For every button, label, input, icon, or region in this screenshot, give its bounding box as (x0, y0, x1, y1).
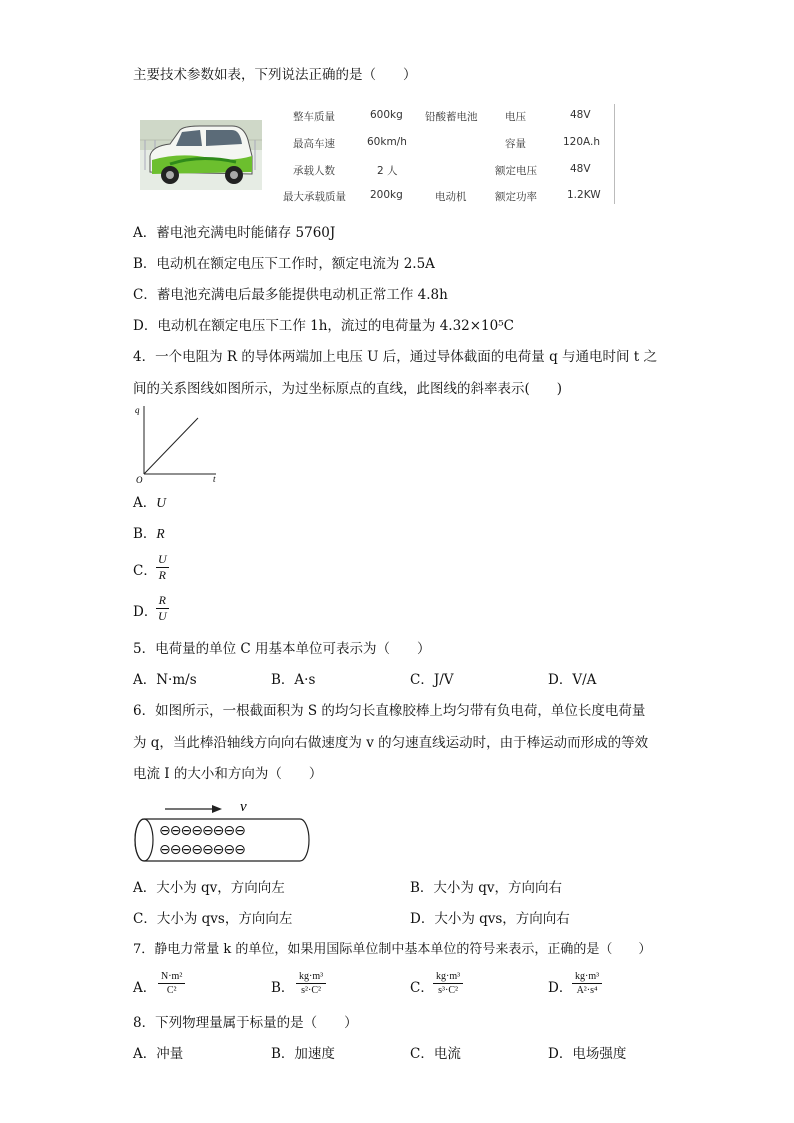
negative-charge-icon: ⊖ (169, 823, 181, 839)
q7-option-c-label: C． (410, 980, 434, 996)
q7-option-c-fraction: $\frac{\text{kg·m³}}{\text{s³·C²}}$ (433, 970, 463, 997)
q7-option-d-label: D． (548, 980, 573, 996)
negative-charge-icon: ⊖ (223, 842, 235, 858)
spec-cell: 600kg (370, 109, 403, 121)
negative-charge-icon: ⊖ (191, 842, 202, 858)
axis-t-label: t (213, 474, 216, 484)
q5-option-c: C．J/V (410, 672, 454, 688)
q8-option-d: D．电场强度 (548, 1046, 627, 1062)
q7-option-d-fraction: $\frac{\text{kg·m³}}{\text{A²·s⁴}}$ (572, 970, 602, 997)
spec-cell: 最大承载质量 (283, 191, 346, 203)
charge-row-top (159, 823, 245, 839)
q7-option-a-label: A． (133, 980, 157, 996)
q6-option-d: D．大小为 qvs，方向向右 (410, 911, 570, 927)
spec-cell: 电动机 (435, 191, 467, 203)
table-border (614, 104, 615, 204)
negative-charge-icon: ⊖ (212, 842, 224, 858)
q4-option-b: B．R (133, 526, 165, 542)
spec-cell: 200kg (370, 189, 403, 201)
axis-q-label: q (135, 405, 140, 415)
negative-charge-icon: ⊖ (180, 842, 192, 858)
q7-option-b-fraction: $\frac{\text{kg·m³}}{\text{s²·C²}}$ (296, 970, 326, 997)
q6-option-c: C．大小为 qvs，方向向左 (133, 911, 293, 927)
q6-option-a: A．大小为 qv，方向向左 (133, 880, 285, 896)
spec-cell: 120A.h (563, 136, 601, 148)
negative-charge-icon: ⊖ (212, 823, 224, 839)
origin-label: O (136, 475, 143, 484)
q5-stem: 5．电荷量的单位 C 用基本单位可表示为（ ） (133, 641, 431, 657)
q8-option-b: B．加速度 (271, 1046, 335, 1062)
q5-option-b: B．A·s (271, 672, 316, 688)
spec-cell: 最高车速 (293, 138, 335, 150)
spec-cell: 电压 (505, 111, 526, 123)
q8-option-a: A．冲量 (133, 1046, 184, 1062)
q7-option-a-fraction: $\frac{\text{N·m²}}{\text{C²}}$ (158, 970, 185, 997)
spec-cell: 额定功率 (495, 191, 537, 203)
q4-stem-line2: 间的关系图线如图所示，为过坐标原点的直线，此图线的斜率表示( ) (133, 381, 563, 397)
velocity-label: v (240, 799, 247, 815)
q6-stem-line2: 为 q，当此棒沿轴线方向向右做速度为 v 的匀速直线运动时，由于棒运动而形成的等效 (133, 735, 649, 751)
q-t-graph (132, 402, 224, 484)
negative-charge-icon: ⊖ (201, 823, 213, 839)
spec-cell: 铅酸蓄电池 (425, 111, 478, 123)
q6-stem-line3: 电流 I 的大小和方向为（ ） (133, 766, 323, 782)
q6-option-b: B．大小为 qv，方向向右 (410, 880, 562, 896)
q3-option-c: C．蓄电池充满电后最多能提供电动机正常工作 4.8h (133, 287, 448, 303)
q7-option-b-label: B． (271, 980, 295, 996)
q3-option-d: D．电动机在额定电压下工作 1h，流过的电荷量为 4.32×10⁵C (133, 318, 514, 334)
negative-charge-icon: ⊖ (169, 842, 181, 858)
spec-cell: 48V (570, 163, 591, 175)
question-intro: 主要技术参数如表，下列说法正确的是（ ） (133, 67, 417, 83)
spec-cell: 60km/h (367, 136, 407, 148)
negative-charge-icon: ⊖ (159, 842, 170, 858)
q5-option-d: D．V/A (548, 672, 597, 688)
q4-stem-line1: 4．一个电阻为 R 的导体两端加上电压 U 后，通过导体截面的电荷量 q 与通电时间 t 之 (133, 349, 658, 365)
negative-charge-icon: ⊖ (191, 823, 202, 839)
q4-option-d-label: D． (133, 604, 158, 620)
q4-option-c-fraction: $\frac{U}{R}$ (158, 552, 167, 582)
electric-car-image (140, 120, 262, 190)
spec-cell: 额定电压 (495, 165, 537, 177)
negative-charge-icon: ⊖ (159, 823, 170, 839)
q5-option-a: A．N·m/s (133, 672, 197, 688)
negative-charge-icon: ⊖ (201, 842, 213, 858)
spec-cell: 容量 (505, 138, 526, 150)
spec-cell: 整车质量 (293, 111, 335, 123)
q8-option-c: C．电流 (410, 1046, 461, 1062)
q4-option-c-label: C． (133, 563, 157, 579)
q4-option-d-fraction: $\frac{R}{U}$ (158, 593, 167, 623)
negative-charge-icon: ⊖ (180, 823, 192, 839)
spec-cell: 48V (570, 109, 591, 121)
charge-row-bottom (159, 842, 245, 858)
spec-cell: 承载人数 (293, 165, 335, 177)
q7-stem: 7．静电力常量 k 的单位，如果用国际单位制中基本单位的符号来表示，正确的是（ ） (133, 942, 652, 957)
q3-option-a: A．蓄电池充满电时能储存 5760J (133, 225, 336, 241)
q8-stem: 8．下列物理量属于标量的是（ ） (133, 1015, 358, 1031)
q3-option-b: B．电动机在额定电压下工作时，额定电流为 2.5A (133, 256, 435, 272)
spec-cell: 1.2KW (567, 189, 601, 201)
negative-charge-icon: ⊖ (234, 823, 245, 839)
q4-option-a: A．U (133, 495, 166, 511)
q6-stem-line1: 6．如图所示，一根截面积为 S 的均匀长直橡胶棒上均匀带有负电荷，单位长度电荷量 (133, 703, 646, 719)
negative-charge-icon: ⊖ (223, 823, 235, 839)
spec-cell: 2 人 (377, 165, 398, 177)
negative-charge-icon: ⊖ (234, 842, 245, 858)
